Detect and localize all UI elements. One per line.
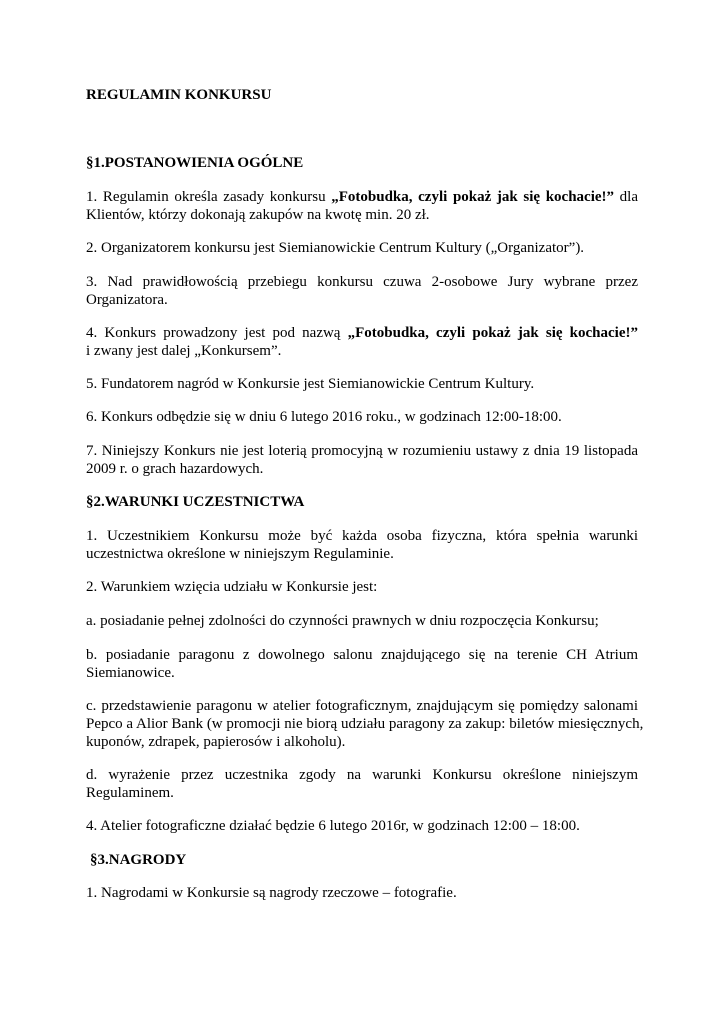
s1-paragraph-3-line-1: 3. Nad prawidłowością przebiegu konkursu czuwa 2-osobowe Jury wybrane przez xyxy=(86,274,638,290)
s2-item-d-line-1: d. wyrażenie przez uczestnika zgody na warunki Konkursu określone niniejszym xyxy=(86,767,638,783)
s1-paragraph-4-line-2: i zwany jest dalej „Konkursem”. xyxy=(86,343,282,359)
s1-paragraph-7-line-1: 7. Niniejszy Konkurs nie jest loterią promocyjną w rozumieniu ustawy z dnia 19 listopada xyxy=(86,443,638,459)
s1-paragraph-6: 6. Konkurs odbędzie się w dniu 6 lutego 2016 roku., w godzinach 12:00-18:00. xyxy=(86,409,562,425)
s1-paragraph-3-line-2: Organizatora. xyxy=(86,292,168,308)
s1-paragraph-7-line-2: 2009 r. o grach hazardowych. xyxy=(86,461,264,477)
contest-name: „Fotobudka, czyli pokaż jak się kochacie!” xyxy=(331,189,615,205)
s2-item-c-line-1: c. przedstawienie paragonu w atelier fotograficznym, znajdującym się pomiędzy salonami xyxy=(86,698,638,714)
s1-paragraph-1-line-2: Klientów, którzy dokonają zakupów na kwotę min. 20 zł. xyxy=(86,207,430,223)
document-title: REGULAMIN KONKURSU xyxy=(86,87,272,103)
s2-paragraph-4: 4. Atelier fotograficzne działać będzie 6 lutego 2016r, w godzinach 12:00 – 18:00. xyxy=(86,818,580,834)
s1-paragraph-5: 5. Fundatorem nagród w Konkursie jest Siemianowickie Centrum Kultury. xyxy=(86,376,535,392)
s2-item-a: a. posiadanie pełnej zdolności do czynności prawnych w dniu rozpoczęcia Konkursu; xyxy=(86,613,599,629)
s1-paragraph-4-line-1: 4. Konkurs prowadzony jest pod nazwą „Fotobudka, czyli pokaż jak się kochacie!” xyxy=(86,325,638,341)
s2-item-b-line-2: Siemianowice. xyxy=(86,665,175,681)
s1-paragraph-1-line-1: 1. Regulamin określa zasady konkursu „Fotobudka, czyli pokaż jak się kochacie!” dla xyxy=(86,189,638,205)
section-2-heading: §2.WARUNKI UCZESTNICTWA xyxy=(86,494,305,510)
s2-paragraph-1-line-1: 1. Uczestnikiem Konkursu może być każda osoba fizyczna, która spełnia warunki xyxy=(86,528,638,544)
s2-item-c-line-3: kuponów, zdrapek, papierosów i alkoholu). xyxy=(86,734,346,750)
section-3-heading: §3.NAGRODY xyxy=(90,852,187,868)
s2-item-d-line-2: Regulaminem. xyxy=(86,785,174,801)
s2-item-b-line-1: b. posiadanie paragonu z dowolnego salonu znajdującego się na terenie CH Atrium xyxy=(86,647,638,663)
s2-paragraph-1-line-2: uczestnictwa określone w niniejszym Regulaminie. xyxy=(86,546,394,562)
s3-paragraph-1: 1. Nagrodami w Konkursie są nagrody rzeczowe – fotografie. xyxy=(86,885,457,901)
section-1-heading: §1.POSTANOWIENIA OGÓLNE xyxy=(86,155,304,171)
s2-paragraph-2: 2. Warunkiem wzięcia udziału w Konkursie jest: xyxy=(86,579,378,595)
s1-paragraph-2: 2. Organizatorem konkursu jest Siemianowickie Centrum Kultury („Organizator”). xyxy=(86,240,585,256)
contest-name: „Fotobudka, czyli pokaż jak się kochacie!” xyxy=(347,325,638,341)
s2-item-c-line-2: Pepco a Alior Bank (w promocji nie biorą udziału paragony za zakup: biletów miesięcznych, xyxy=(86,716,644,732)
